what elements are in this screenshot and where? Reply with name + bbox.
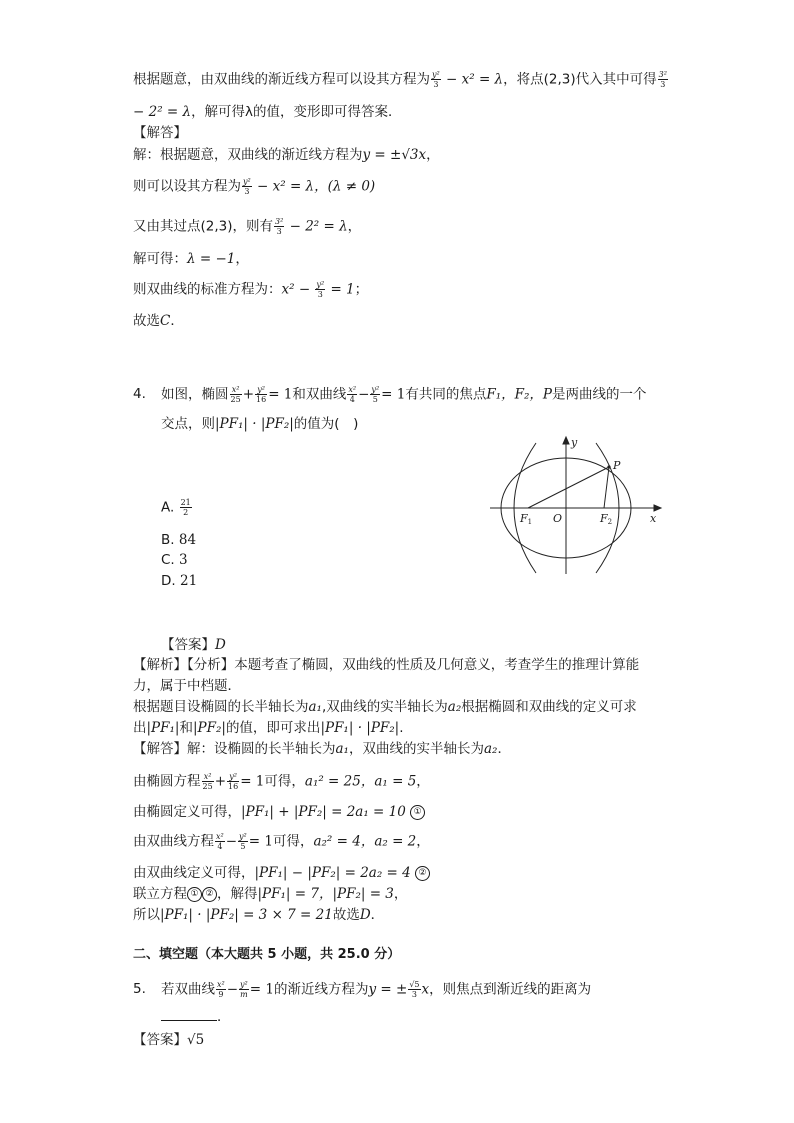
f1-label: F1 xyxy=(520,512,533,526)
analysis-4-line-1: 【解析】【分析】本题考查了椭圆，双曲线的性质及几何意义，考查学生的推理计算能 xyxy=(133,657,640,673)
solution-line-1: 解：根据题意，双曲线的渐近线方程为y = ±√3x， xyxy=(133,147,440,163)
origin-label: O xyxy=(553,512,563,525)
analysis-line-1: 根据题意，由双曲线的渐近线方程可以设其方程为 $\frac{\text{y²}}{3}$ − x² = λ，将点(2,3)代入其中可得 $\frac{\text{3²}}{3}$ xyxy=(133,70,667,89)
question-5-line-1: 若双曲线 $\frac{\text{x²}}{9}$ − $\frac{\text{y²}}{m}$ = 1的渐近线方程为y = ± $\frac{√5}{3}$ x，则焦点到渐近线的距离为 xyxy=(161,980,592,999)
solution-line-6: 故选C． xyxy=(133,313,184,329)
p-label: P xyxy=(613,459,621,472)
option-a[interactable]: A. $\frac{21}{2}$ xyxy=(161,498,191,517)
solution-header: 【解答】 xyxy=(133,125,187,141)
ellipse-hyperbola-figure xyxy=(486,434,666,576)
analysis-line-2: − 2² = λ，解可得λ的值，变形即可得答案． xyxy=(133,104,402,120)
analysis-4-line-2: 力，属于中档题． xyxy=(133,678,241,694)
section-2-title: 二、填空题（本大题共 5 小题，共 25.0 分） xyxy=(133,947,401,962)
question-4-line-1: 如图，椭圆 $\frac{\text{x²}}{25}$ + $\frac{\text{y²}}{16}$ = 1和双曲线 $\frac{\text{x²}}{4}$ − $\frac{\text{y²}}{5}$ = 1有共同的焦点F₁，F₂，P是两曲线的一个 xyxy=(161,385,647,404)
solution-line-5: 则双曲线的标准方程为：x² − $\frac{\text{y²}}{3}$ = 1； xyxy=(133,280,369,299)
segment-pf1 xyxy=(528,467,609,508)
analysis-4-line-4: 出|PF₁|和|PF₂|的值，即可求出|PF₁| · |PF₂|. xyxy=(133,720,404,736)
solution-4-line-2: 由椭圆方程 $\frac{\text{x²}}{25}$ + $\frac{\text{y²}}{16}$ = 1可得，a₁² = 25，a₁ = 5， xyxy=(133,772,430,791)
answer-4: 【答案】D xyxy=(161,637,226,653)
segment-pf2 xyxy=(604,467,609,508)
x-axis-label: x xyxy=(650,512,657,525)
question-5-line-2: ． xyxy=(161,1008,231,1026)
y-axis-arrow xyxy=(563,437,569,444)
analysis-4-line-3: 根据题目设椭圆的长半轴长为a₁,双曲线的实半轴长为a₂根据椭圆和双曲线的定义可求 xyxy=(133,699,637,715)
solution-line-2: 则可以设其方程为 $\frac{\text{y²}}{3}$ − x² = λ，(λ ≠ 0) xyxy=(133,177,376,196)
question-4-number: 4. xyxy=(133,386,146,402)
x-axis-arrow xyxy=(654,505,661,511)
solution-line-4: 解可得：λ = −1， xyxy=(133,251,249,267)
question-4-line-2: 交点，则|PF₁| · |PF₂|的值为( ) xyxy=(161,416,359,432)
option-d[interactable]: D. 21 xyxy=(161,573,198,589)
question-5-number: 5. xyxy=(133,981,146,997)
solution-line-3: 又由其过点(2,3)，则有 $\frac{\text{3²}}{3}$ − 2² = λ， xyxy=(133,217,362,236)
solution-4-line-1: 【解答】解：设椭圆的长半轴长为a₁，双曲线的实半轴长为a₂． xyxy=(133,741,511,757)
option-c[interactable]: C. 3 xyxy=(161,552,188,568)
option-b[interactable]: B. 84 xyxy=(161,532,197,548)
f2-label: F2 xyxy=(600,512,613,526)
y-axis-label: y xyxy=(571,436,578,449)
point-p xyxy=(607,465,610,468)
solution-4-line-3: 由椭圆定义可得，|PF₁| + |PF₂| = 2a₁ = 10 ① xyxy=(133,803,425,821)
solution-4-line-4: 由双曲线方程 $\frac{\text{x²}}{4}$ − $\frac{\text{y²}}{5}$ = 1可得，a₂² = 4，a₂ = 2， xyxy=(133,832,430,851)
solution-4-line-6: 联立方程 ① ② ，解得|PF₁| = 7，|PF₂| = 3， xyxy=(133,886,408,902)
answer-blank[interactable] xyxy=(161,1008,217,1021)
solution-4-line-5: 由双曲线定义可得，|PF₁| − |PF₂| = 2a₂ = 4 ② xyxy=(133,864,430,882)
answer-5: 【答案】√5 xyxy=(133,1032,205,1048)
solution-4-line-7: 所以|PF₁| · |PF₂| = 3 × 7 = 21故选D． xyxy=(133,907,385,923)
